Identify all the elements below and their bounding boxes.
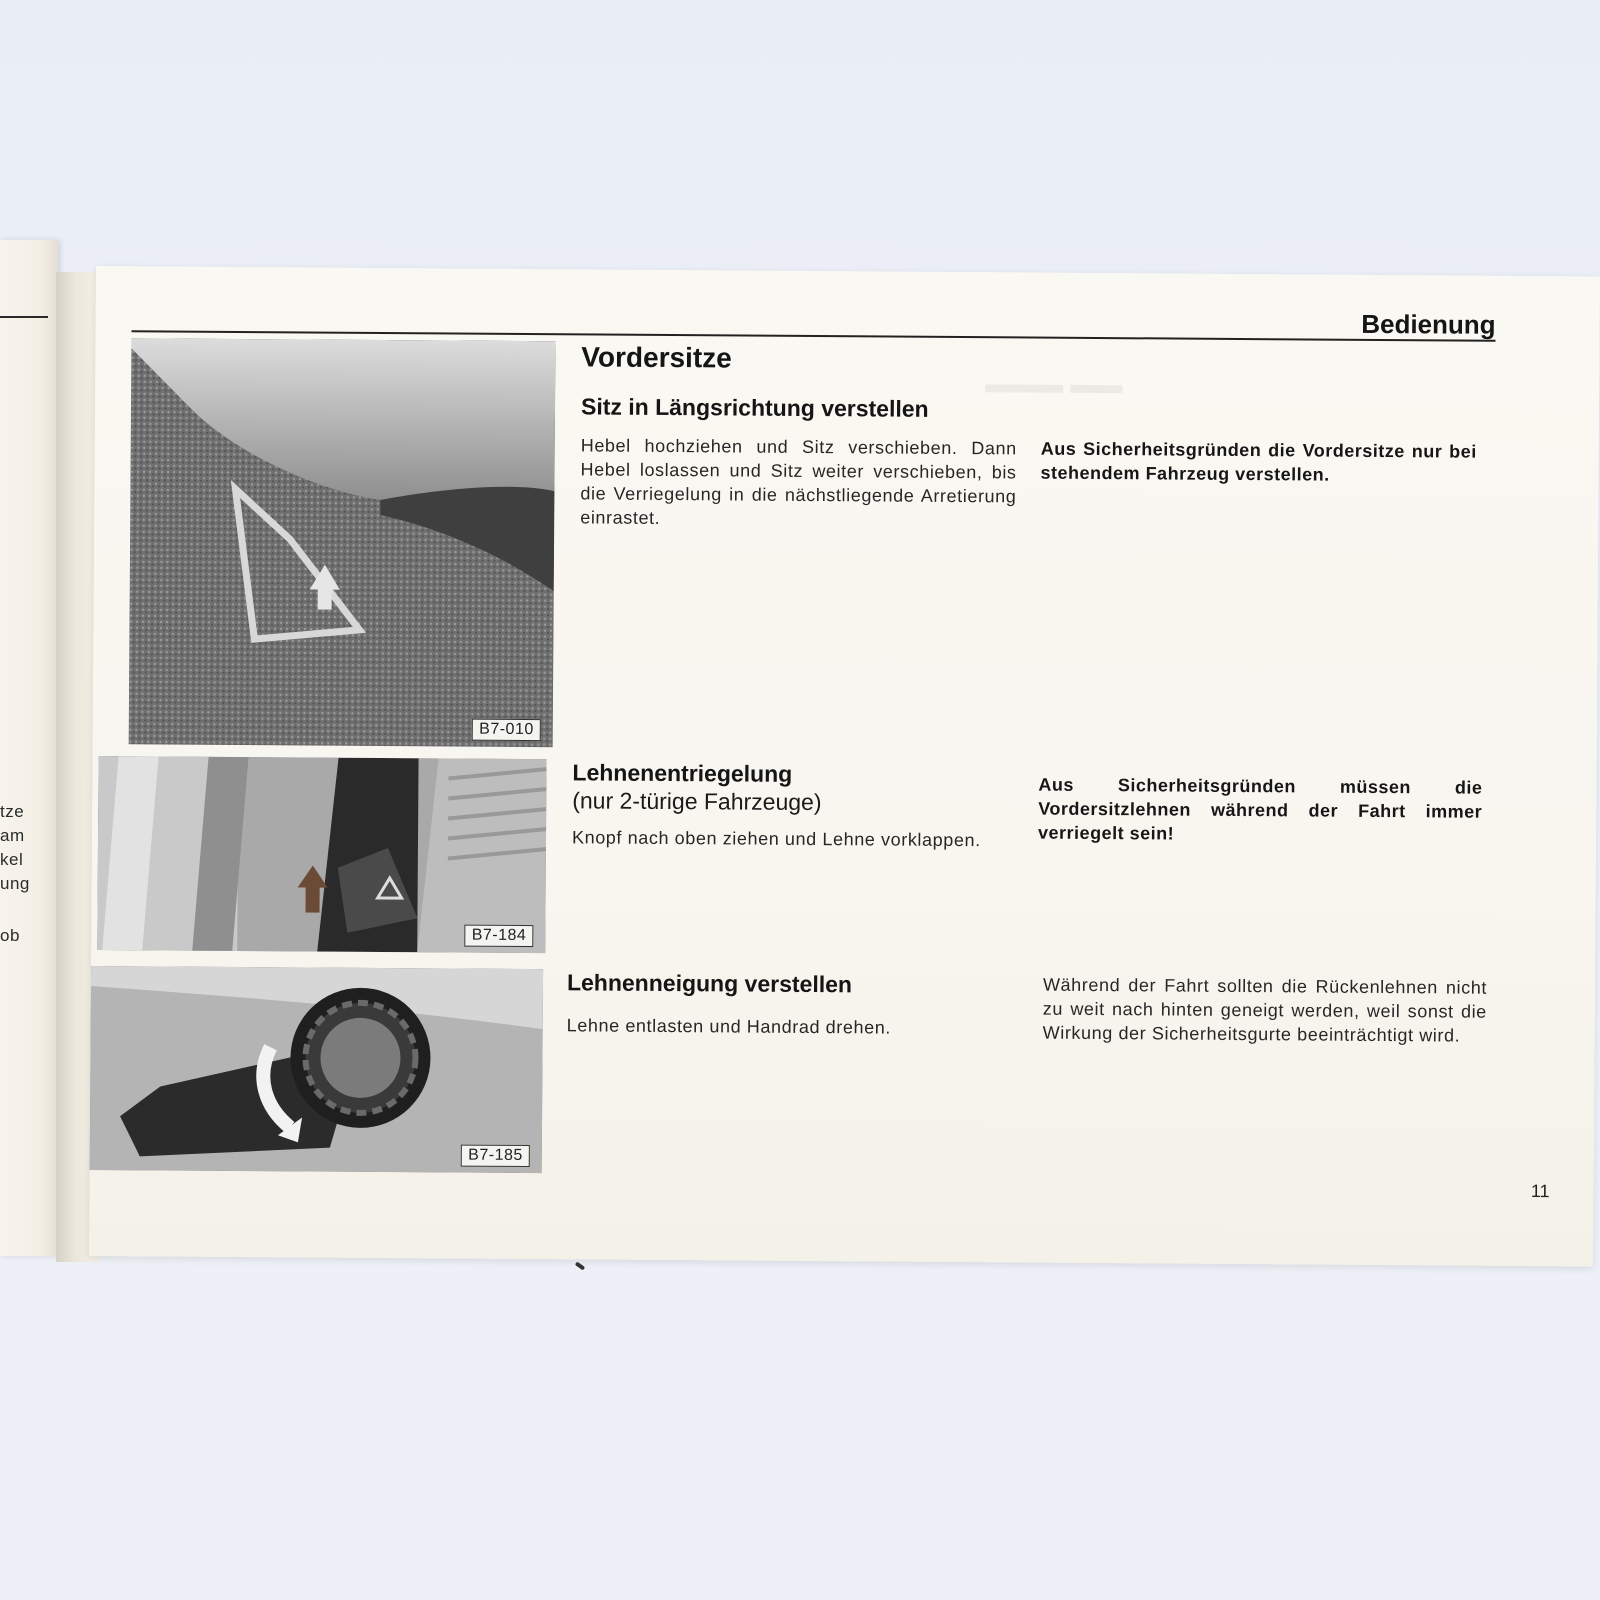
left-page-fragment: ung — [0, 874, 30, 893]
safety-note: Aus Sicherheitsgründen die Vordersitze nur bei stehendem Fahrzeug verstellen. — [1040, 438, 1477, 485]
left-page-fragment: ob — [0, 926, 20, 945]
section-body: Hebel hochziehen und Sitz verschieben. Dann Hebel loslassen und Sitz weiter verschieben, bis die Verriegelung in die nächstliegende Arretierung einrastet. — [580, 435, 1017, 528]
photo-seat-lever — [129, 338, 556, 747]
dust-speck — [575, 1261, 585, 1270]
figure-code: B7-010 — [472, 719, 541, 741]
section-body: Lehne entlasten und Handrad drehen. — [566, 1015, 892, 1038]
left-page-edge — [0, 240, 58, 1256]
photo-backrest-release — [97, 756, 546, 953]
main-title: Vordersitze — [581, 341, 732, 374]
left-page-fragment: kel — [0, 850, 24, 869]
figure-code: B7-184 — [465, 925, 534, 947]
section-heading: Sitz in Längsrichtung verstellen — [580, 393, 929, 422]
bleed-through: ▬▬▬ ▬▬ — [985, 368, 1123, 400]
left-page-fragment: am — [0, 826, 25, 845]
page-number: 11 — [1530, 1181, 1550, 1202]
info-note: Während der Fahrt sollten die Rückenlehnen nicht zu weit nach hinten geneigt werden, weil sonst die Wirkung der Sicherheitsgurte beeinträchtigt wird. — [1042, 974, 1488, 1046]
left-page-rule — [0, 316, 48, 318]
figure-code: B7-185 — [461, 1145, 530, 1167]
safety-note: Aus Sicherheitsgründen müssen die Vordersitzlehnen während der Fahrt immer verriegelt sein! — [1037, 774, 1483, 844]
left-page-fragment: tze — [0, 802, 25, 821]
section-heading: Lehnenentriegelung — [572, 759, 793, 787]
section-heading: Lehnenneigung verstellen — [566, 969, 853, 998]
section-subheading: (nur 2-türige Fahrzeuge) — [572, 787, 822, 816]
section-title: Bedienung — [1361, 308, 1496, 340]
manual-page — [89, 266, 1600, 1266]
photo-recline-wheel — [90, 966, 543, 1173]
section-body: Knopf nach oben ziehen und Lehne vorklappen. — [571, 827, 981, 851]
